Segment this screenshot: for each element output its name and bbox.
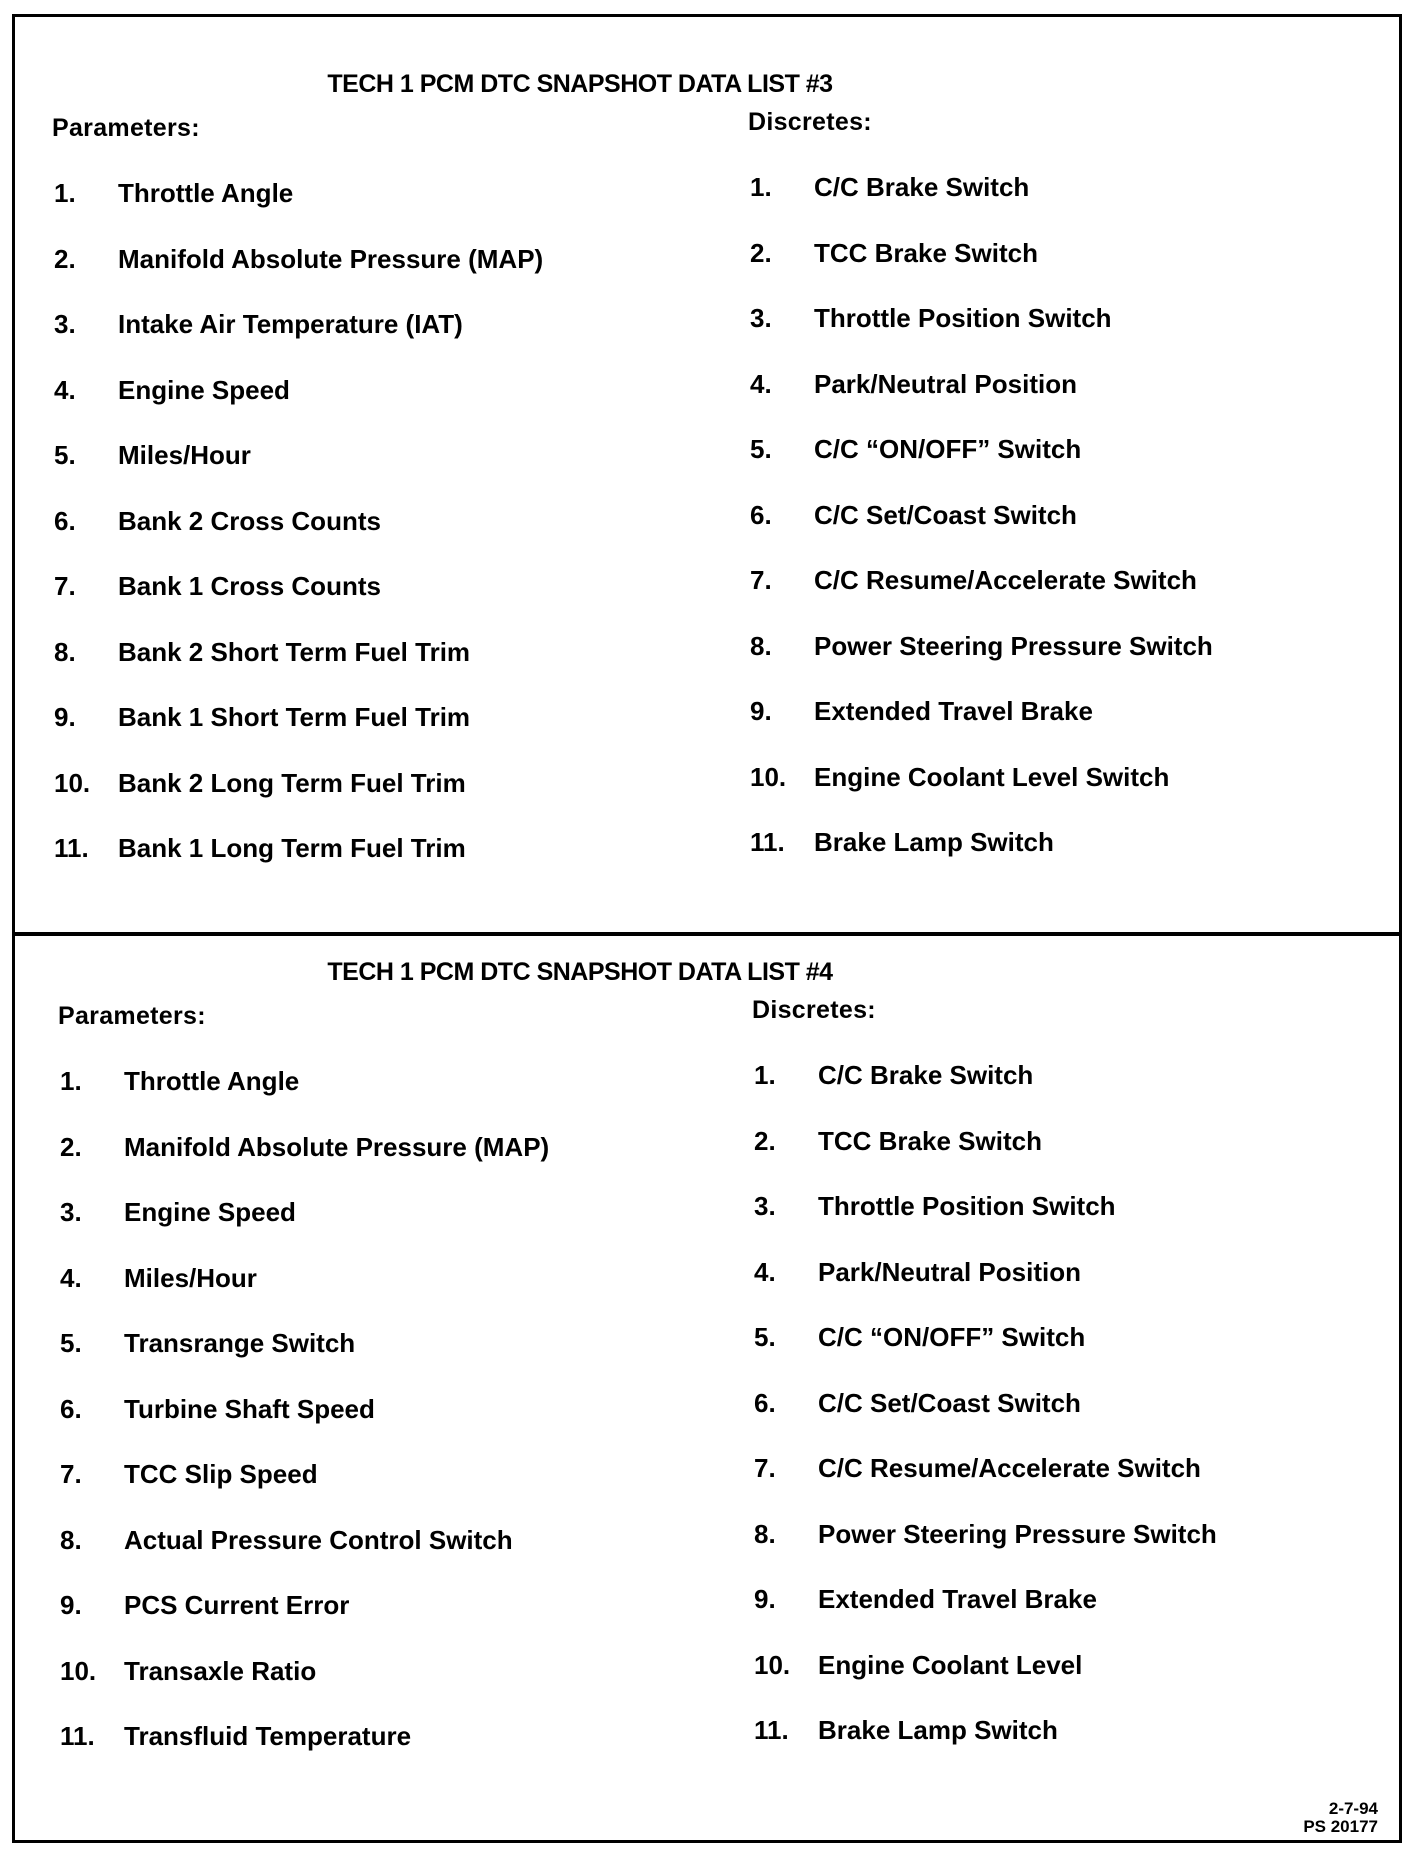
item-number: 3. <box>750 303 772 333</box>
item-label: Miles/Hour <box>124 1262 257 1293</box>
item-label: C/C Set/Coast Switch <box>814 499 1077 530</box>
item-number: 8. <box>750 630 772 661</box>
item-number: 2. <box>60 1131 82 1162</box>
item-number: 4. <box>754 1256 776 1287</box>
parameters-heading: Parameters: <box>58 1002 206 1030</box>
item-label: Engine Speed <box>124 1197 296 1227</box>
item-number: 6. <box>60 1393 82 1424</box>
item-label: TCC Slip Speed <box>124 1459 318 1489</box>
item-number: 5. <box>60 1328 82 1358</box>
item-label: C/C “ON/OFF” Switch <box>818 1322 1086 1352</box>
item-number: 9. <box>60 1590 82 1620</box>
item-label: Throttle Position Switch <box>818 1191 1116 1221</box>
item-number: 4. <box>60 1262 82 1293</box>
item-number: 10. <box>754 1649 791 1680</box>
item-label: Bank 2 Short Term Fuel Trim <box>118 636 471 667</box>
item-label: Transfluid Temperature <box>124 1721 412 1751</box>
item-label: Miles/Hour <box>118 440 251 470</box>
item-label: Manifold Absolute Pressure (MAP) <box>118 243 544 274</box>
item-number: 7. <box>54 571 76 601</box>
item-label: Park/Neutral Position <box>814 368 1077 399</box>
item-number: 7. <box>754 1453 776 1483</box>
item-label: C/C Resume/Accelerate Switch <box>814 565 1197 595</box>
item-number: 10. <box>60 1655 97 1686</box>
item-label: Bank 1 Long Term Fuel Trim <box>118 833 466 863</box>
item-number: 10. <box>750 761 787 792</box>
footer-code: PS 20177 <box>1303 1817 1378 1836</box>
item-label: Engine Coolant Level <box>818 1649 1083 1680</box>
item-label: C/C Resume/Accelerate Switch <box>818 1453 1201 1483</box>
item-number: 1. <box>750 172 772 202</box>
item-number: 11. <box>54 833 89 863</box>
item-number: 5. <box>54 440 76 470</box>
item-number: 5. <box>754 1322 776 1352</box>
item-label: Turbine Shaft Speed <box>124 1393 375 1424</box>
section-title: TECH 1 PCM DTC SNAPSHOT DATA LIST #3 <box>327 70 833 98</box>
footer-date: 2-7-94 <box>1328 1799 1378 1818</box>
item-label: Bank 1 Cross Counts <box>118 571 381 601</box>
item-label: Intake Air Temperature (IAT) <box>118 309 463 339</box>
item-label: Actual Pressure Control Switch <box>124 1524 513 1555</box>
item-label: Bank 1 Short Term Fuel Trim <box>118 702 471 732</box>
item-number: 7. <box>60 1459 82 1489</box>
item-label: Manifold Absolute Pressure (MAP) <box>124 1131 550 1162</box>
item-number: 2. <box>54 243 76 274</box>
item-number: 5. <box>750 434 772 464</box>
item-number: 9. <box>754 1584 776 1614</box>
discretes-heading: Discretes: <box>748 108 872 136</box>
item-label: Throttle Position Switch <box>814 303 1112 333</box>
item-label: C/C Brake Switch <box>814 172 1030 202</box>
item-label: Brake Lamp Switch <box>814 827 1054 857</box>
item-number: 11. <box>754 1715 789 1745</box>
item-label: Power Steering Pressure Switch <box>814 630 1213 661</box>
parameters-heading: Parameters: <box>52 114 200 142</box>
item-number: 6. <box>54 505 76 536</box>
item-number: 10. <box>54 767 91 798</box>
item-label: Extended Travel Brake <box>814 696 1093 726</box>
item-number: 1. <box>60 1066 82 1096</box>
item-number: 4. <box>750 368 772 399</box>
item-number: 2. <box>754 1125 776 1156</box>
section-divider <box>12 932 1402 936</box>
item-number: 3. <box>60 1197 82 1227</box>
item-label: Throttle Angle <box>118 178 294 208</box>
item-number: 2. <box>750 237 772 268</box>
item-number: 1. <box>754 1060 776 1090</box>
item-number: 9. <box>54 702 76 732</box>
item-number: 8. <box>60 1524 82 1555</box>
footer-stamp <box>1303 1800 1378 1836</box>
item-number: 7. <box>750 565 772 595</box>
section-title: TECH 1 PCM DTC SNAPSHOT DATA LIST #4 <box>327 958 833 986</box>
item-label: C/C Set/Coast Switch <box>818 1387 1081 1418</box>
item-number: 8. <box>754 1518 776 1549</box>
item-number: 3. <box>754 1191 776 1221</box>
item-label: Park/Neutral Position <box>818 1256 1081 1287</box>
item-label: Transrange Switch <box>124 1328 356 1358</box>
item-number: 8. <box>54 636 76 667</box>
item-label: Power Steering Pressure Switch <box>818 1518 1217 1549</box>
discretes-heading: Discretes: <box>752 996 876 1024</box>
item-label: Throttle Angle <box>124 1066 300 1096</box>
item-label: Bank 2 Long Term Fuel Trim <box>118 767 466 798</box>
item-label: C/C Brake Switch <box>818 1060 1034 1090</box>
item-number: 6. <box>750 499 772 530</box>
item-label: Transaxle Ratio <box>124 1655 317 1686</box>
item-number: 4. <box>54 374 76 405</box>
item-number: 1. <box>54 178 76 208</box>
item-number: 6. <box>754 1387 776 1418</box>
item-number: 9. <box>750 696 772 726</box>
item-label: C/C “ON/OFF” Switch <box>814 434 1082 464</box>
item-label: Engine Speed <box>118 374 290 405</box>
item-label: TCC Brake Switch <box>818 1125 1042 1156</box>
item-label: Extended Travel Brake <box>818 1584 1097 1614</box>
item-label: PCS Current Error <box>124 1590 350 1620</box>
item-number: 11. <box>60 1721 95 1751</box>
document-frame <box>12 14 1402 1843</box>
item-label: Engine Coolant Level Switch <box>814 761 1170 792</box>
item-label: TCC Brake Switch <box>814 237 1038 268</box>
item-number: 3. <box>54 309 76 339</box>
item-label: Brake Lamp Switch <box>818 1715 1058 1745</box>
item-label: Bank 2 Cross Counts <box>118 505 381 536</box>
item-number: 11. <box>750 827 785 857</box>
